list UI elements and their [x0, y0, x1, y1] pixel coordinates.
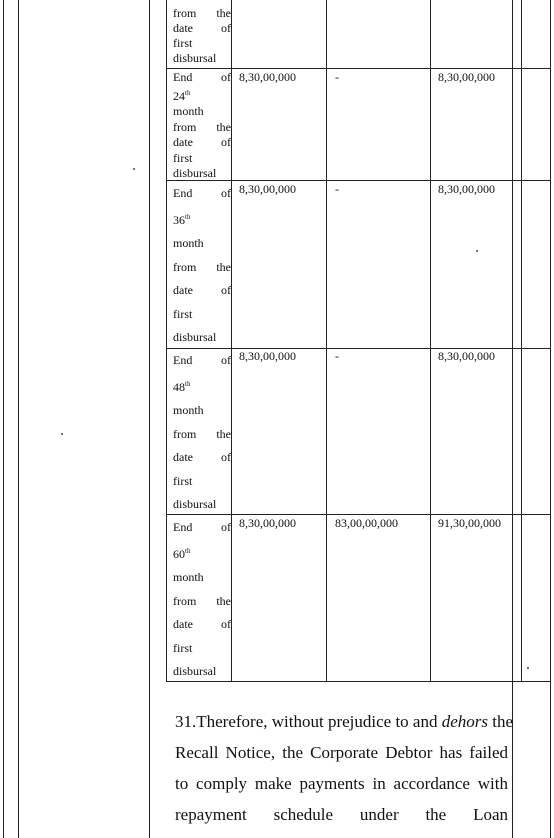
paragraph-line-3: to comply make payments in accordance with — [175, 774, 508, 793]
table-divider-2 — [326, 0, 327, 682]
scan-speck — [527, 667, 529, 669]
table-row-3-col1: 8,30,00,000 — [239, 349, 296, 363]
scan-speck — [133, 168, 135, 170]
table-border-left — [166, 0, 167, 682]
page-border-right — [550, 0, 551, 838]
paragraph-31 — [175, 706, 514, 830]
table-row-0-description: from the date of first disbursal — [173, 6, 231, 65]
table-row-1-col2: - — [335, 70, 339, 84]
table-divider-4 — [521, 0, 522, 682]
page-border-left — [3, 0, 4, 838]
table-row-1-col3: 8,30,00,000 — [438, 70, 495, 84]
table-row-3-col3: 8,30,00,000 — [438, 349, 495, 363]
table-row-2-description: End of 36th month from the date of first disbursal — [173, 186, 231, 344]
paragraph-line-4: repayment schedule under the Loan — [175, 805, 508, 824]
table-row-1-description: End of 24th month from the date of first disbursal — [173, 70, 231, 180]
paragraph-line-2: Recall Notice, the Corporate Debtor has failed — [175, 743, 508, 762]
table-row-2-col3: 8,30,00,000 — [438, 182, 495, 196]
table-row-4-col3: 91,30,00,000 — [438, 516, 501, 530]
scan-speck — [476, 250, 478, 252]
table-divider-3 — [430, 0, 431, 682]
row-separator-1 — [166, 68, 550, 69]
paragraph-number: 31. — [175, 712, 197, 731]
table-row-3-col2: - — [335, 349, 339, 363]
outer-column-divider-2 — [149, 0, 150, 838]
table-row-1-col1: 8,30,00,000 — [239, 70, 296, 84]
table-divider-1 — [231, 0, 232, 682]
table-row-3-description: End of 48th month from the date of first disbursal — [173, 353, 231, 511]
table-row-2-col2: - — [335, 182, 339, 196]
table-row-4-col1: 8,30,00,000 — [239, 516, 296, 530]
table-row-4-col2: 83,00,00,000 — [335, 516, 398, 530]
table-row-4-description: End of 60th month from the date of first disbursal — [173, 520, 231, 678]
scan-speck — [61, 433, 63, 435]
paragraph-line-1: 31.Therefore, without prejudice to and dehors the — [175, 712, 514, 731]
outer-column-divider-1 — [18, 0, 19, 838]
table-row-2-col1: 8,30,00,000 — [239, 182, 296, 196]
